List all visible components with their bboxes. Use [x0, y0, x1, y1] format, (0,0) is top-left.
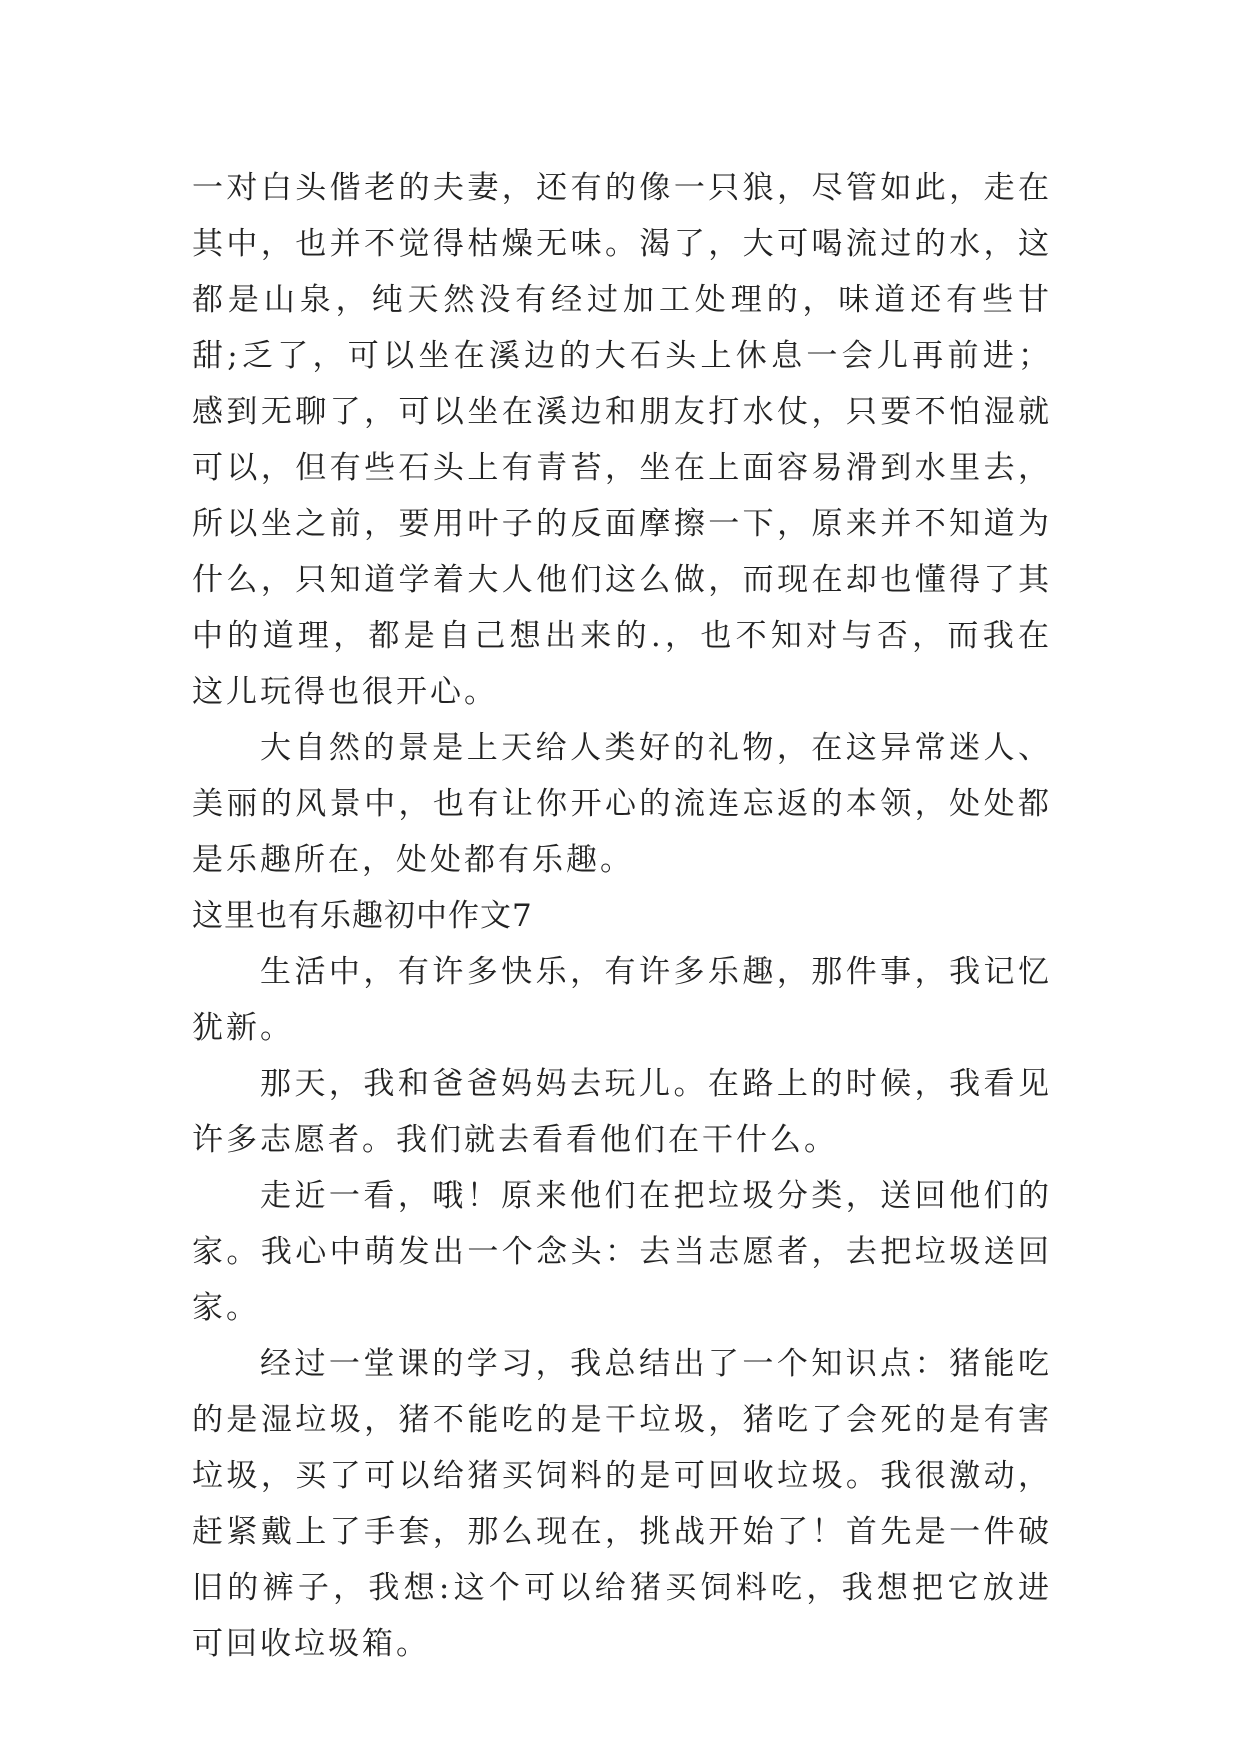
- section-heading: 这里也有乐趣初中作文7: [192, 898, 533, 934]
- paragraph-1: 一对白头偕老的夫妻，还有的像一只狼，尽管如此，走在其中，也并不觉得枯燥无味。渴了，大可喝流过的水，这都是山泉，纯天然没有经过加工处理的，味道还有些甘甜;乏了，可以坐在溪边的大石头上休息一会儿再前进；感到无聊了，可以坐在溪边和朋友打水仗，只要不怕湿就可以，但有些石头上有青苔，坐在上面容易滑到水里去，所以坐之前，要用叶子的反面摩擦一下，原来并不知道为什么，只知道学着大人他们这么做，而现在却也懂得了其中的道理，都是自己想出来的.，也不知对与否，而我在这儿玩得也很开心。: [192, 170, 1052, 710]
- paragraph-6: 经过一堂课的学习，我总结出了一个知识点：猪能吃的是湿垃圾，猪不能吃的是干垃圾，猪吃了会死的是有害垃圾，买了可以给猪买饲料的是可回收垃圾。我很激动，赶紧戴上了手套，那么现在，挑战开始了！首先是一件破旧的裤子，我想:这个可以给猪买饲料吃，我想把它放进可回收垃圾箱。: [192, 1346, 1052, 1662]
- document-body: [192, 160, 1052, 1672]
- paragraph-3: 生活中，有许多快乐，有许多乐趣，那件事，我记忆犹新。: [192, 954, 1052, 1046]
- paragraph-5: 走近一看，哦！原来他们在把垃圾分类，送回他们的家。我心中萌发出一个念头：去当志愿者，去把垃圾送回家。: [192, 1178, 1052, 1326]
- paragraph-2: 大自然的景是上天给人类好的礼物，在这异常迷人、美丽的风景中，也有让你开心的流连忘返的本领，处处都是乐趣所在，处处都有乐趣。: [192, 730, 1052, 878]
- paragraph-4: 那天，我和爸爸妈妈去玩儿。在路上的时候，我看见许多志愿者。我们就去看看他们在干什么。: [192, 1066, 1052, 1158]
